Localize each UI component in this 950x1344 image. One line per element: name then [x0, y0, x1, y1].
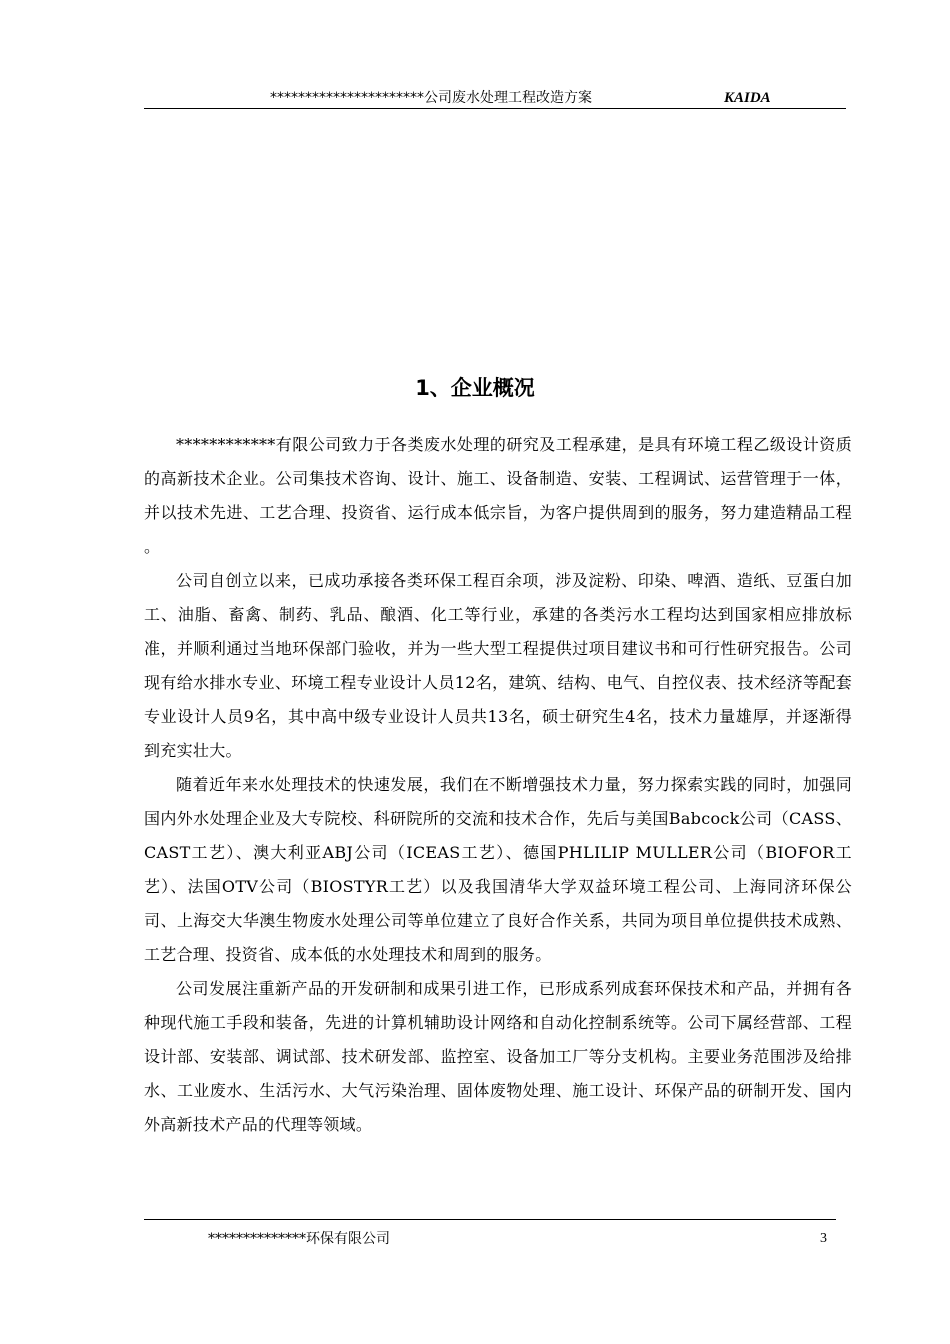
footer-company: **************环保有限公司: [208, 1231, 390, 1247]
header-title: **********************公司废水处理工程改造方案: [270, 90, 592, 106]
paragraph-2: 公司自创立以来，已成功承接各类环保工程百余项，涉及淀粉、印染、啤酒、造纸、豆蛋白加工、油脂、畜禽、制药、乳品、酿酒、化工等行业，承建的各类污水工程均达到国家相应排放标准，并顺利通过当地环保部门验收，并为一些大型工程提供过项目建议书和可行性研究报告。公司现有给水排水专业、环境工程专业设计人员12名，建筑、结构、电气、自控仪表、技术经济等配套专业设计人员9名，其中高中级专业设计人员共13名，硕士研究生4名，技术力量雄厚，并逐渐得到充实壮大。: [144, 571, 852, 760]
page-header: [144, 88, 846, 109]
paragraph-4: 公司发展注重新产品的开发研制和成果引进工作，已形成系列成套环保技术和产品，并拥有各种现代施工手段和装备，先进的计算机辅助设计网络和自动化控制系统等。公司下属经营部、工程设计部、安装部、调试部、技术研发部、监控室、设备加工厂等分支机构。主要业务范围涉及给排水、工业废水、生活污水、大气污染治理、固体废物处理、施工设计、环保产品的研制开发、国内外高新技术产品的代理等领域。: [144, 979, 852, 1134]
page-number: 3: [820, 1231, 827, 1246]
header-brand: KAIDA: [724, 90, 771, 106]
footer-divider: [144, 1219, 836, 1220]
paragraph-1: ************有限公司致力于各类废水处理的研究及工程承建，是具有环境工程乙级设计资质的高新技术企业。公司集技术咨询、设计、施工、设备制造、安装、工程调试、运营管理于一体，并以技术先进、工艺合理、投资省、运行成本低宗旨，为客户提供周到的服务，努力建造精品工程 。: [144, 435, 852, 556]
paragraph-3: 随着近年来水处理技术的快速发展，我们在不断增强技术力量，努力探索实践的同时，加强同国内外水处理企业及大专院校、科研院所的交流和技术合作，先后与美国Babcock公司（CASS、CAST工艺）、澳大利亚ABJ公司（ICEAS工艺）、德国PHLILIP MULLER公司（BIOFOR工艺）、法国OTV公司（BIOSTYR工艺）以及我国清华大学双益环境工程公司、上海同济环保公司、上海交大华澳生物废水处理公司等单位建立了良好合作关系，共同为项目单位提供技术成熟、工艺合理、投资省、成本低的水处理技术和周到的服务。: [144, 775, 852, 964]
section-title: 1、企业概况: [415, 376, 535, 400]
body-text: [144, 428, 852, 1142]
